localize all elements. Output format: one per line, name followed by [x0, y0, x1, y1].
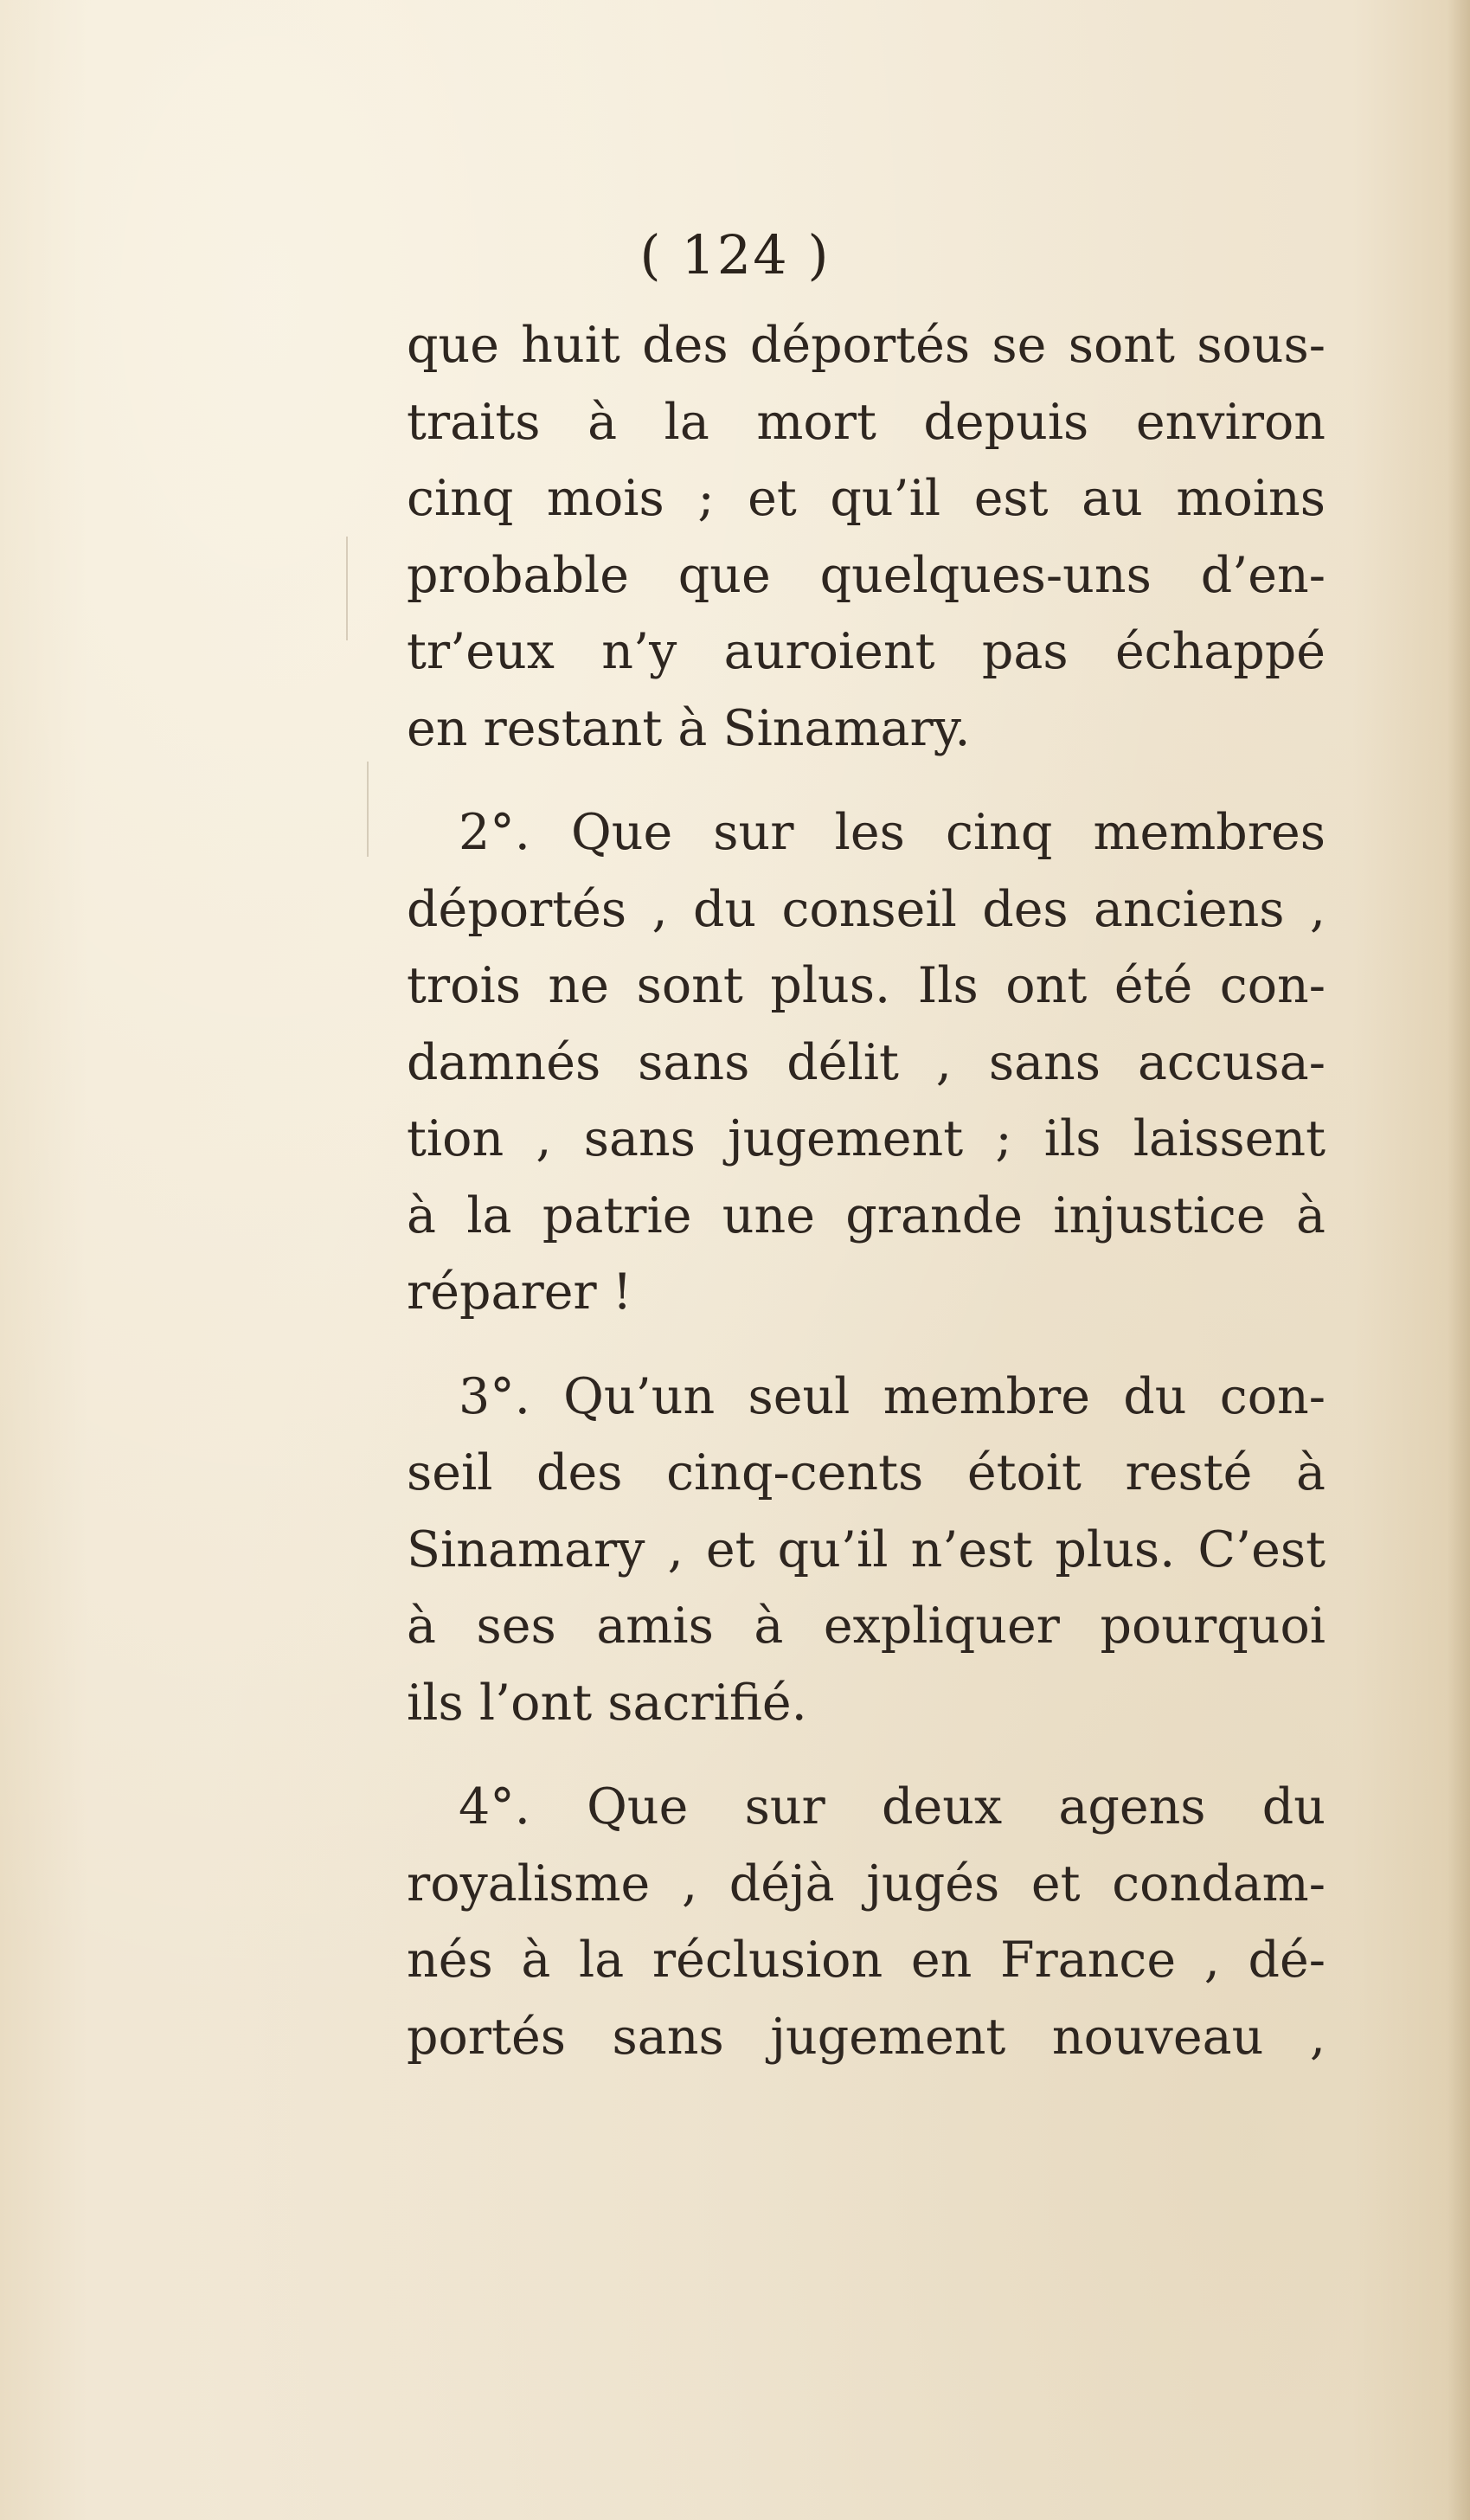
text-line: ils l’ont sacrifié.: [407, 1674, 807, 1732]
paragraph-4: [407, 1769, 1326, 2075]
paragraph-gap: [407, 767, 1326, 794]
text-line: tion , sans jugement ; ils laissent: [407, 1110, 1326, 1167]
paragraph-gap: [407, 1331, 1326, 1359]
text-line: Sinamary , et qu’il n’est plus. C’est: [407, 1520, 1326, 1578]
text-line: à la patrie une grande injustice à: [407, 1186, 1326, 1244]
paragraph-3: [407, 1359, 1326, 1742]
paragraph-1: [407, 307, 1326, 767]
text-line: à ses amis à expliquer pourquoi: [407, 1598, 1326, 1655]
paragraph-2: [407, 794, 1326, 1331]
text-line: que huit des déportés se sont sous-: [407, 317, 1326, 374]
text-line: déportés , du conseil des anciens ,: [407, 880, 1326, 938]
text-line: damnés sans délit , sans accusa-: [407, 1033, 1326, 1091]
text-line: en restant à Sinamary.: [407, 699, 971, 757]
body-text: [407, 307, 1326, 2075]
paragraph-gap: [407, 1741, 1326, 1769]
text-line: 2°. Que sur les cinq membres: [459, 804, 1326, 861]
text-line: réparer !: [407, 1263, 632, 1321]
text-line: traits à la mort depuis environ: [407, 393, 1326, 451]
text-line: nés à la réclusion en France , dé-: [407, 1932, 1326, 1989]
text-line: 3°. Qu’un seul membre du con-: [459, 1367, 1326, 1425]
text-line: portés sans jugement nouveau ,: [407, 2008, 1326, 2066]
text-line: tr’eux n’y auroient pas échappé: [407, 623, 1326, 680]
text-line: 4°. Que sur deux agens du: [459, 1778, 1326, 1835]
page-number: ( 124 ): [639, 223, 831, 286]
paper-crease: [367, 762, 369, 857]
text-line: probable que quelques-uns d’en-: [407, 546, 1326, 604]
page-edge-shadow: [1448, 0, 1470, 2520]
text-line: seil des cinq-cents étoit resté à: [407, 1444, 1326, 1501]
text-line: royalisme , déjà jugés et condam-: [407, 1855, 1326, 1912]
paper-crease: [346, 537, 348, 640]
text-line: trois ne sont plus. Ils ont été con-: [407, 957, 1326, 1014]
text-line: cinq mois ; et qu’il est au moins: [407, 470, 1326, 527]
